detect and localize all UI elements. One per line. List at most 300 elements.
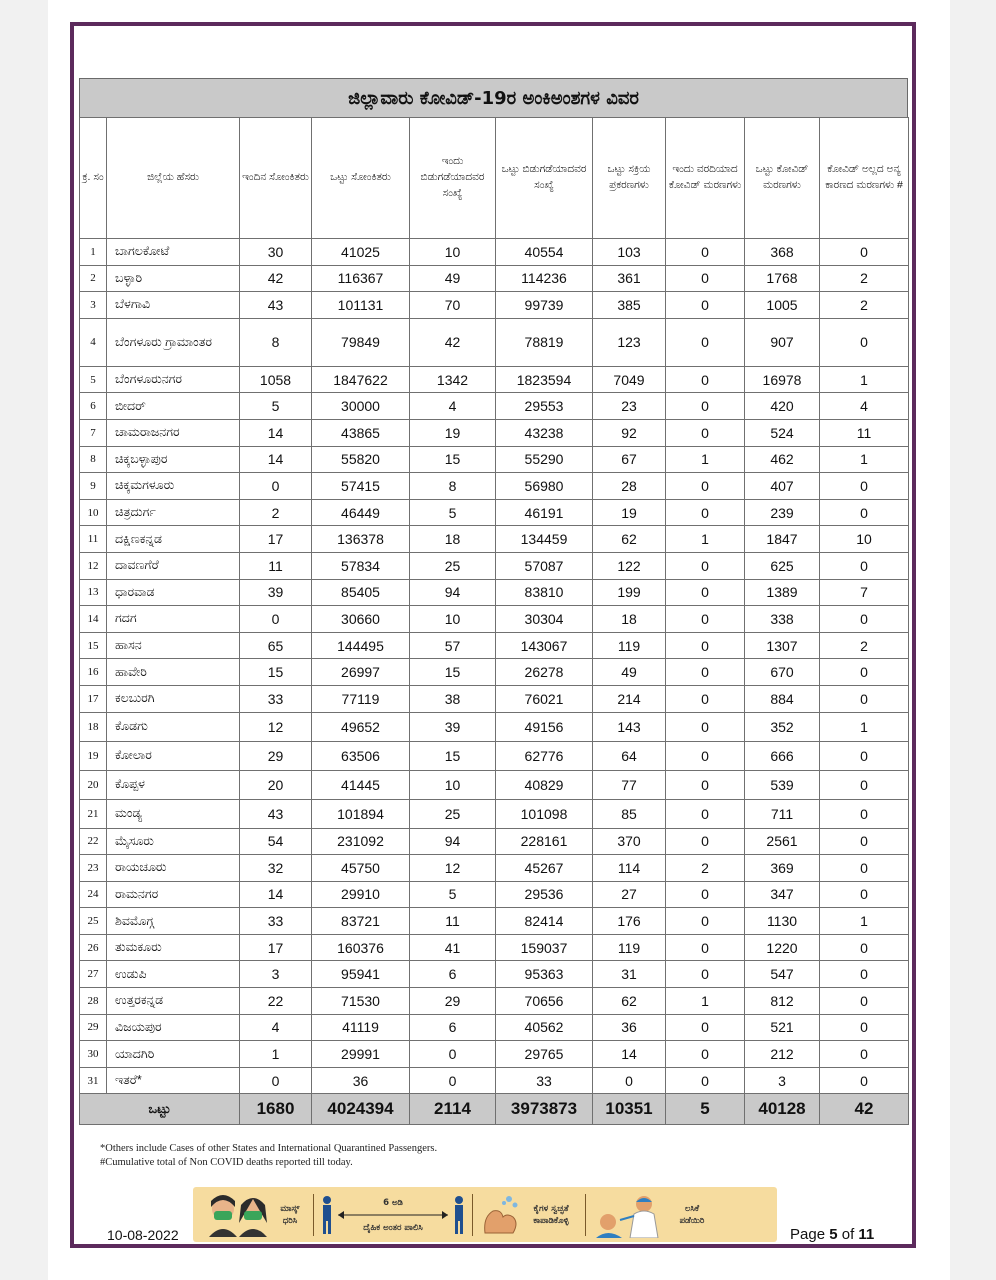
cell-non-covid-deaths: 0 [820,659,909,686]
cell-today-deaths: 0 [666,741,745,770]
cell-active: 123 [593,318,666,366]
cell-non-covid-deaths: 0 [820,741,909,770]
cell-total-deaths: 368 [745,239,820,266]
cell-total-positive: 29910 [312,881,410,908]
cell-district: ಕಲಬುರಗಿ [107,685,240,712]
total-today-positive: 1680 [240,1094,312,1125]
table-row [80,934,909,961]
cell-active: 199 [593,579,666,606]
vaccine-icon [592,1192,662,1238]
cell-district: ತುಮಕೂರು [107,934,240,961]
cell-today-deaths: 0 [666,473,745,500]
cell-total-positive: 49652 [312,712,410,741]
cell-active: 49 [593,659,666,686]
cell-today-discharged: 10 [410,770,496,799]
cell-non-covid-deaths: 0 [820,606,909,633]
cell-active: 31 [593,961,666,988]
cell-district: ಉಡುಪಿ [107,961,240,988]
cell-district: ವಿಜಯಪುರ [107,1014,240,1041]
cell-district: ರಾಯಚೂರು [107,855,240,882]
cell-total-deaths: 539 [745,770,820,799]
cell-district: ಬೆಂಗಳೂರು ಗ್ರಾಮಾಂತರ [107,318,240,366]
cell-total-discharged: 134459 [496,526,593,553]
cell-non-covid-deaths: 7 [820,579,909,606]
cell-today-discharged: 15 [410,446,496,473]
banner-distance-top: 6 ಅಡಿ [383,1197,403,1208]
table-row [80,292,909,319]
table-row [80,799,909,828]
cell-active: 176 [593,908,666,935]
cell-active: 36 [593,1014,666,1041]
cell-total-positive: 160376 [312,934,410,961]
cell-total-discharged: 49156 [496,712,593,741]
cell-total-deaths: 1768 [745,265,820,292]
table-row [80,606,909,633]
cell-total-positive: 26997 [312,659,410,686]
table-row [80,419,909,446]
cell-active: 67 [593,446,666,473]
cell-today-positive: 17 [240,934,312,961]
table-row [80,712,909,741]
cell-total-positive: 43865 [312,419,410,446]
cell-total-discharged: 228161 [496,828,593,855]
cell-district: ಬಾಗಲಕೋಟೆ [107,239,240,266]
cell-non-covid-deaths: 0 [820,988,909,1015]
cell-today-discharged: 5 [410,499,496,526]
cell-total-discharged: 76021 [496,685,593,712]
total-total-positive: 4024394 [312,1094,410,1125]
cell-sno: 9 [80,473,107,500]
cell-today-positive: 3 [240,961,312,988]
cell-today-deaths: 0 [666,934,745,961]
header-district: ಜಿಲ್ಲೆಯ ಹೆಸರು [107,118,240,239]
cell-today-discharged: 49 [410,265,496,292]
cell-district: ಬೆಂಗಳೂರುನಗರ [107,366,240,393]
cell-non-covid-deaths: 0 [820,499,909,526]
cell-total-positive: 36 [312,1067,410,1094]
cell-district: ಚಾಮರಾಜನಗರ [107,419,240,446]
cell-total-deaths: 812 [745,988,820,1015]
cell-today-deaths: 0 [666,881,745,908]
cell-total-positive: 46449 [312,499,410,526]
cell-sno: 21 [80,799,107,828]
cell-non-covid-deaths: 1 [820,712,909,741]
cell-non-covid-deaths: 1 [820,366,909,393]
cell-total-positive: 71530 [312,988,410,1015]
cell-today-positive: 14 [240,881,312,908]
total-label: ಒಟ್ಟು [80,1094,240,1125]
table-row [80,741,909,770]
cell-today-deaths: 0 [666,1014,745,1041]
cell-total-positive: 41445 [312,770,410,799]
table-row [80,908,909,935]
cell-active: 143 [593,712,666,741]
cell-total-deaths: 666 [745,741,820,770]
cell-total-discharged: 30304 [496,606,593,633]
cell-active: 27 [593,881,666,908]
cell-today-positive: 14 [240,446,312,473]
cell-district: ಯಾದಗಿರಿ [107,1041,240,1068]
cell-district: ಮಂಡ್ಯ [107,799,240,828]
cell-district: ಶಿವಮೊಗ್ಗ [107,908,240,935]
cell-active: 62 [593,988,666,1015]
cell-total-discharged: 70656 [496,988,593,1015]
cell-total-deaths: 3 [745,1067,820,1094]
cell-active: 92 [593,419,666,446]
cell-today-positive: 43 [240,799,312,828]
cell-active: 385 [593,292,666,319]
cell-sno: 7 [80,419,107,446]
cell-total-discharged: 29765 [496,1041,593,1068]
cell-today-discharged: 38 [410,685,496,712]
cell-sno: 16 [80,659,107,686]
cell-total-positive: 77119 [312,685,410,712]
cell-active: 85 [593,799,666,828]
cell-non-covid-deaths: 10 [820,526,909,553]
total-row [80,1094,909,1125]
cell-non-covid-deaths: 2 [820,632,909,659]
cell-active: 361 [593,265,666,292]
table-row [80,393,909,420]
table-row [80,1014,909,1041]
cell-non-covid-deaths: 2 [820,292,909,319]
cell-total-positive: 30660 [312,606,410,633]
cell-sno: 4 [80,318,107,366]
cell-today-deaths: 0 [666,1041,745,1068]
cell-district: ಹಾವೇರಿ [107,659,240,686]
cell-total-discharged: 26278 [496,659,593,686]
cell-total-deaths: 547 [745,961,820,988]
cell-total-discharged: 29536 [496,881,593,908]
cell-total-deaths: 1307 [745,632,820,659]
cell-total-discharged: 99739 [496,292,593,319]
table-row [80,855,909,882]
covid-district-table [79,117,909,1125]
cell-today-positive: 14 [240,419,312,446]
table-row [80,1067,909,1094]
table-row [80,318,909,366]
person-icon [452,1195,466,1235]
cell-today-positive: 0 [240,606,312,633]
table-row [80,961,909,988]
cell-today-discharged: 15 [410,741,496,770]
cell-total-deaths: 884 [745,685,820,712]
cell-sno: 6 [80,393,107,420]
cell-total-deaths: 352 [745,712,820,741]
cell-non-covid-deaths: 0 [820,881,909,908]
header-total-deaths: ಒಟ್ಟು ಕೋವಿಡ್ ಮರಣಗಳು [745,118,820,239]
cell-total-positive: 55820 [312,446,410,473]
cell-sno: 17 [80,685,107,712]
cell-total-positive: 45750 [312,855,410,882]
cell-total-deaths: 420 [745,393,820,420]
cell-sno: 25 [80,908,107,935]
cell-total-deaths: 524 [745,419,820,446]
cell-today-discharged: 1342 [410,366,496,393]
cell-today-deaths: 0 [666,393,745,420]
cell-today-deaths: 2 [666,855,745,882]
cell-total-discharged: 62776 [496,741,593,770]
table-row [80,659,909,686]
cell-active: 18 [593,606,666,633]
cell-total-discharged: 1823594 [496,366,593,393]
cell-non-covid-deaths: 0 [820,685,909,712]
cell-today-positive: 11 [240,552,312,579]
cell-today-positive: 54 [240,828,312,855]
total-total-deaths: 40128 [745,1094,820,1125]
footnote-non-covid: #Cumulative total of Non COVID deaths reported till today. [100,1157,353,1168]
cell-non-covid-deaths: 1 [820,446,909,473]
cell-today-deaths: 0 [666,606,745,633]
cell-today-discharged: 94 [410,828,496,855]
cell-sno: 30 [80,1041,107,1068]
cell-district: ಬೆಳಗಾವಿ [107,292,240,319]
cell-non-covid-deaths: 0 [820,799,909,828]
cell-sno: 2 [80,265,107,292]
cell-active: 114 [593,855,666,882]
cell-district: ಚಿತ್ರದುರ್ಗ [107,499,240,526]
cell-sno: 20 [80,770,107,799]
cell-total-deaths: 1130 [745,908,820,935]
table-row [80,446,909,473]
cell-today-discharged: 6 [410,1014,496,1041]
table-row [80,473,909,500]
cell-total-deaths: 407 [745,473,820,500]
cell-non-covid-deaths: 0 [820,552,909,579]
footnotes [100,1142,437,1170]
cell-total-positive: 41025 [312,239,410,266]
cell-district: ದಕ್ಷಿಣಕನ್ನಡ [107,526,240,553]
cell-sno: 27 [80,961,107,988]
cell-sno: 19 [80,741,107,770]
cell-total-positive: 41119 [312,1014,410,1041]
cell-total-deaths: 347 [745,881,820,908]
cell-district: ಗದಗ [107,606,240,633]
cell-today-discharged: 70 [410,292,496,319]
cell-total-discharged: 56980 [496,473,593,500]
cell-non-covid-deaths: 0 [820,1067,909,1094]
cell-total-discharged: 40562 [496,1014,593,1041]
cell-today-discharged: 10 [410,606,496,633]
cell-today-deaths: 0 [666,632,745,659]
cell-non-covid-deaths: 0 [820,473,909,500]
cell-today-positive: 15 [240,659,312,686]
cell-today-deaths: 0 [666,659,745,686]
cell-active: 0 [593,1067,666,1094]
cell-today-deaths: 0 [666,961,745,988]
cell-non-covid-deaths: 1 [820,908,909,935]
cell-sno: 12 [80,552,107,579]
cell-today-discharged: 19 [410,419,496,446]
table-row [80,265,909,292]
cell-total-discharged: 33 [496,1067,593,1094]
cell-today-positive: 17 [240,526,312,553]
cell-today-positive: 5 [240,393,312,420]
cell-total-deaths: 625 [745,552,820,579]
cell-district: ಉತ್ತರಕನ್ನಡ [107,988,240,1015]
cell-today-discharged: 11 [410,908,496,935]
cell-total-discharged: 143067 [496,632,593,659]
cell-today-discharged: 29 [410,988,496,1015]
cell-non-covid-deaths: 0 [820,961,909,988]
cell-today-deaths: 1 [666,526,745,553]
table-header-row [80,118,909,239]
cell-today-positive: 1 [240,1041,312,1068]
cell-total-positive: 95941 [312,961,410,988]
cell-total-discharged: 159037 [496,934,593,961]
table-row [80,366,909,393]
cell-today-positive: 33 [240,685,312,712]
cell-today-positive: 30 [240,239,312,266]
cell-today-positive: 22 [240,988,312,1015]
report-date: 10-08-2022 [107,1227,179,1243]
cell-today-deaths: 0 [666,265,745,292]
cell-active: 64 [593,741,666,770]
cell-total-deaths: 670 [745,659,820,686]
cell-today-deaths: 0 [666,908,745,935]
cell-total-positive: 63506 [312,741,410,770]
cell-total-discharged: 46191 [496,499,593,526]
cell-total-discharged: 83810 [496,579,593,606]
cell-active: 7049 [593,366,666,393]
cell-total-deaths: 907 [745,318,820,366]
cell-total-deaths: 1220 [745,934,820,961]
cell-today-deaths: 1 [666,988,745,1015]
banner-distance-bottom: ದೈಹಿಕ ಅಂತರ ಪಾಲಿಸಿ [363,1222,423,1233]
cell-today-discharged: 41 [410,934,496,961]
cell-district: ಧಾರವಾಡ [107,579,240,606]
cell-today-positive: 33 [240,908,312,935]
cell-today-discharged: 18 [410,526,496,553]
cell-total-positive: 57834 [312,552,410,579]
cell-today-positive: 42 [240,265,312,292]
cell-today-deaths: 0 [666,239,745,266]
header-today-positive: ಇಂದಿನ ಸೋಂಕಿತರು [240,118,312,239]
cell-total-discharged: 40829 [496,770,593,799]
cell-total-positive: 116367 [312,265,410,292]
cell-active: 122 [593,552,666,579]
safety-banner [193,1187,777,1242]
cell-total-deaths: 462 [745,446,820,473]
cell-sno: 18 [80,712,107,741]
cell-total-deaths: 212 [745,1041,820,1068]
cell-district: ಇತರೆ* [107,1067,240,1094]
cell-district: ರಾಮನಗರ [107,881,240,908]
cell-total-deaths: 711 [745,799,820,828]
cell-total-discharged: 29553 [496,393,593,420]
cell-sno: 14 [80,606,107,633]
footnote-others: *Others include Cases of other States and International Quarantined Passengers. [100,1143,438,1154]
header-active: ಒಟ್ಟು ಸಕ್ರಿಯ ಪ್ರಕರಣಗಳು [593,118,666,239]
cell-total-discharged: 82414 [496,908,593,935]
total-today-deaths: 5 [666,1094,745,1125]
header-sno: ಕ್ರ. ಸಂ [80,118,107,239]
cell-non-covid-deaths: 0 [820,239,909,266]
cell-total-deaths: 1005 [745,292,820,319]
total-total-discharged: 3973873 [496,1094,593,1125]
table-row [80,1041,909,1068]
cell-total-positive: 144495 [312,632,410,659]
cell-today-discharged: 8 [410,473,496,500]
cell-non-covid-deaths: 0 [820,934,909,961]
cell-total-positive: 30000 [312,393,410,420]
cell-active: 19 [593,499,666,526]
cell-today-discharged: 25 [410,552,496,579]
cell-today-discharged: 5 [410,881,496,908]
cell-district: ಹಾಸನ [107,632,240,659]
header-today-deaths: ಇಂದು ವರದಿಯಾದ ಕೋವಿಡ್ ಮರಣಗಳು [666,118,745,239]
cell-today-discharged: 4 [410,393,496,420]
page-title: ಜಿಲ್ಲಾವಾರು ಕೋವಿಡ್-19ರ ಅಂಕಿಅಂಶಗಳ ವಿವರ [79,78,908,118]
cell-total-deaths: 16978 [745,366,820,393]
header-non-covid-deaths: ಕೋವಿಡ್ ಅಲ್ಲದ ಅನ್ಯ ಕಾರಣದ ಮರಣಗಳು # [820,118,909,239]
cell-total-discharged: 57087 [496,552,593,579]
cell-district: ಮೈಸೂರು [107,828,240,855]
cell-today-discharged: 94 [410,579,496,606]
cell-total-deaths: 338 [745,606,820,633]
cell-total-discharged: 114236 [496,265,593,292]
cell-today-deaths: 0 [666,318,745,366]
cell-total-positive: 231092 [312,828,410,855]
cell-total-positive: 57415 [312,473,410,500]
hand-wash-icon [479,1193,523,1237]
cell-today-positive: 4 [240,1014,312,1041]
cell-total-positive: 1847622 [312,366,410,393]
cell-non-covid-deaths: 0 [820,318,909,366]
table-row [80,770,909,799]
cell-today-deaths: 0 [666,712,745,741]
cell-active: 370 [593,828,666,855]
cell-total-deaths: 239 [745,499,820,526]
table-row [80,239,909,266]
cell-active: 14 [593,1041,666,1068]
table-row [80,685,909,712]
cell-total-discharged: 55290 [496,446,593,473]
cell-sno: 15 [80,632,107,659]
cell-today-positive: 0 [240,1067,312,1094]
cell-sno: 3 [80,292,107,319]
cell-today-deaths: 0 [666,419,745,446]
cell-today-discharged: 0 [410,1041,496,1068]
header-total-positive: ಒಟ್ಟು ಸೋಂಕಿತರು [312,118,410,239]
banner-vaccine-text: ಲಸಿಕೆ ಪಡೆಯಿರಿ [679,1203,705,1226]
cell-sno: 22 [80,828,107,855]
cell-total-positive: 29991 [312,1041,410,1068]
cell-total-discharged: 95363 [496,961,593,988]
cell-sno: 29 [80,1014,107,1041]
table-row [80,881,909,908]
cell-total-deaths: 1389 [745,579,820,606]
cell-non-covid-deaths: 0 [820,855,909,882]
cell-today-positive: 39 [240,579,312,606]
table-row [80,499,909,526]
cell-today-deaths: 0 [666,770,745,799]
cell-today-deaths: 0 [666,685,745,712]
cell-sno: 24 [80,881,107,908]
cell-non-covid-deaths: 2 [820,265,909,292]
cell-active: 103 [593,239,666,266]
cell-district: ಬಳ್ಳಾರಿ [107,265,240,292]
cell-non-covid-deaths: 4 [820,393,909,420]
cell-today-discharged: 6 [410,961,496,988]
cell-today-positive: 43 [240,292,312,319]
cell-sno: 23 [80,855,107,882]
cell-sno: 8 [80,446,107,473]
cell-today-positive: 32 [240,855,312,882]
cell-non-covid-deaths: 0 [820,1041,909,1068]
cell-total-deaths: 2561 [745,828,820,855]
cell-active: 77 [593,770,666,799]
